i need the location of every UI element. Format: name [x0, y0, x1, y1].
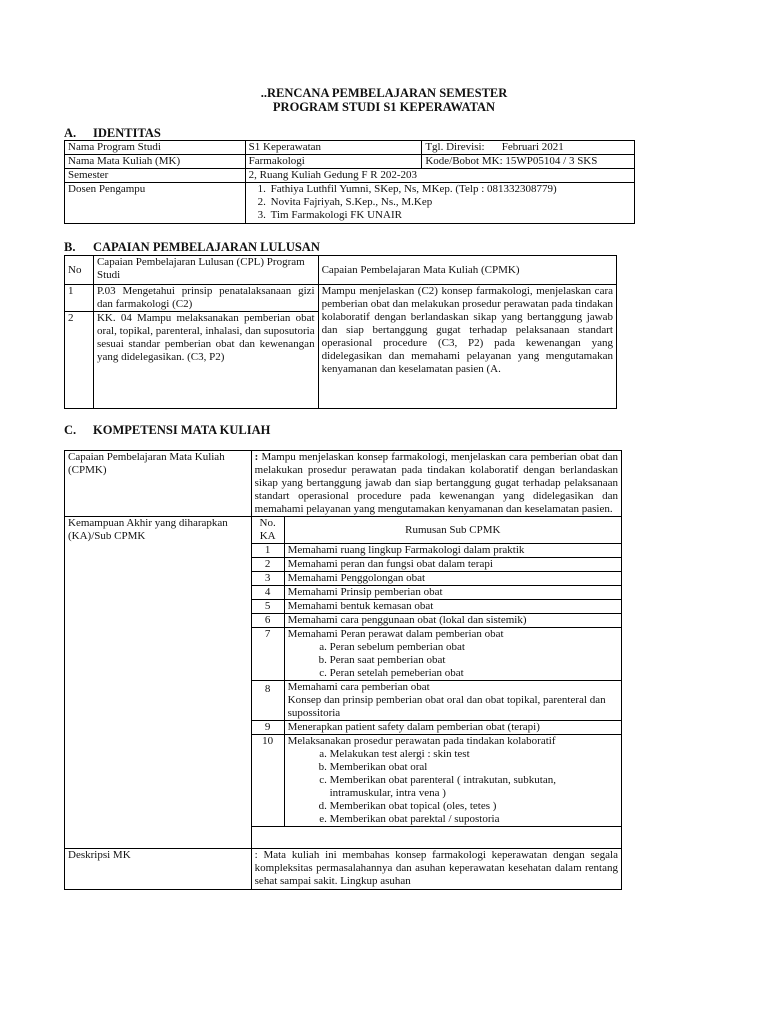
section-c-title: KOMPETENSI MATA KULIAH	[93, 423, 271, 437]
competency-table	[64, 450, 622, 890]
ka-text: Memahami cara pemberian obat	[287, 681, 430, 693]
lecturer-list	[249, 183, 631, 222]
ka-text: Memahami Prinsip pemberian obat	[284, 586, 621, 600]
ka-text-detail: Konsep dan prinsip pemberian obat oral dan obat topikal, parenteral dan supossitoria	[287, 694, 606, 719]
ka-text: Memahami Penggolongan obat	[284, 572, 621, 586]
table-row	[65, 169, 635, 183]
ka-label: Kemampuan Akhir yang diharapkan (KA)/Sub CPMK	[65, 517, 252, 849]
revised-value: Februari 2021	[499, 141, 635, 155]
ka-no: 9	[251, 721, 284, 735]
lecturer-label: Dosen Pengampu	[65, 183, 246, 224]
semester-label: Semester	[65, 169, 246, 183]
no-ka-header: No. KA	[251, 517, 284, 544]
empty-cell	[251, 827, 621, 849]
ka-text: Memahami ruang lingkup Farmakologi dalam praktik	[284, 544, 621, 558]
program-value: S1 Keperawatan	[245, 141, 422, 155]
course-code: Kode/Bobot MK: 15WP05104 / 3 SKS	[422, 155, 635, 169]
table-row	[65, 517, 622, 544]
row-no: 2	[65, 312, 94, 409]
lecturer-item: 2. Novita Fajriyah, S.Kep., Ns., M.Kep	[269, 196, 631, 209]
cpmk-description: Mampu menjelaskan konsep farmakologi, menjelaskan cara pemberian obat dan melakukan prosedur perawatan pada tindakan kolaboratif dengan berlandaskan sikap yang bertanggung jawab dan siap bertanggung gugat terhadap pelaksanaan standart operasional procedure pada kewenangan yang didelegasikan dan memahami pelayanan yang mengutamakan kenyamanan dan keselamatan pasien.	[254, 451, 618, 515]
header-cpmk: Capaian Pembelajaran Mata Kuliah (CPMK)	[318, 256, 616, 285]
header-cpl: Capaian Pembelajaran Lulusan (CPL) Program Studi	[93, 256, 318, 285]
cpmk-label: Capaian Pembelajaran Mata Kuliah (CPMK)	[65, 451, 252, 517]
ka-sub-item: a. Melakukan test alergi : skin test	[330, 748, 618, 761]
ka-sub-item: d. Memberikan obat topical (oles, tetes )	[330, 800, 618, 813]
ka-no: 5	[251, 600, 284, 614]
cpmk-colon: :	[254, 451, 259, 463]
lecturer-item: 1. Fathiya Luthfil Yumni, SKep, Ns, MKep. (Telp : 081332308779)	[269, 183, 631, 196]
header-no: No	[65, 256, 94, 285]
section-b-letter: B.	[64, 240, 76, 254]
ka-text: Menerapkan patient safety dalam pemberian obat (terapi)	[284, 721, 621, 735]
ka-no: 1	[251, 544, 284, 558]
row-cpl: P.03 Mengetahui prinsip penatalaksanaan gizi dan farmakologi (C2)	[93, 285, 318, 312]
ka-sub-item: c. Peran setelah pemeberian obat	[330, 667, 618, 680]
identity-table	[64, 140, 635, 224]
ka-sub-item: c. Memberikan obat parenteral ( intrakutan, subkutan, intramuskular, intra vena )	[330, 774, 618, 800]
cpmk-text: Mampu menjelaskan (C2) konsep farmakologi, menjelaskan cara pemberian obat dan melakukan prosedur perawatan pada tindakan kolaboratif dengan berlandaskan sikap yang bertanggung jawab dan siap bertanggung gugat terhadap pelaksanaan standart operasional procedure (C3, P2) pada kewenangan yang didelegasikan dan memahami pelayanan yang mengutamakan kenyamanan dan keselamatan pasien (A.	[318, 285, 616, 409]
ka-no: 2	[251, 558, 284, 572]
table-row	[65, 141, 635, 155]
ka-no: 7	[251, 628, 284, 681]
document-title: ..RENCANA PEMBELAJARAN SEMESTER	[260, 86, 508, 100]
ka-text: Memahami cara penggunaan obat (lokal dan sistemik)	[284, 614, 621, 628]
ka-text-cell	[284, 681, 621, 721]
lecturer-item: 3. Tim Farmakologi FK UNAIR	[269, 209, 631, 222]
lecturer-list-cell	[245, 183, 634, 224]
ka-text: Memahami peran dan fungsi obat dalam terapi	[284, 558, 621, 572]
section-a-title: IDENTITAS	[93, 126, 161, 140]
ka-text: Melaksanakan prosedur perawatan pada tindakan kolaboratif	[287, 735, 556, 747]
section-c-letter: C.	[64, 423, 77, 437]
table-row	[65, 285, 617, 312]
section-b-title: CAPAIAN PEMBELAJARAN LULUSAN	[93, 240, 320, 254]
ka-sub-item: e. Memberikan obat parektal / supostoria	[330, 813, 618, 826]
ka-sub-item: b. Peran saat pemberian obat	[330, 654, 618, 667]
cpmk-description-cell	[251, 451, 621, 517]
table-row	[65, 256, 617, 285]
ka-sub-item: b. Memberikan obat oral	[330, 761, 618, 774]
revised-label: Tgl. Direvisi:	[422, 141, 499, 155]
document-subtitle: PROGRAM STUDI S1 KEPERAWATAN	[272, 100, 496, 114]
row-no: 1	[65, 285, 94, 312]
course-label: Nama Mata Kuliah (MK)	[65, 155, 246, 169]
program-label: Nama Program Studi	[65, 141, 246, 155]
deskripsi-text: : Mata kuliah ini membahas konsep farmakologi keperawatan dengan segala kompleksitas permasalahannya dan asuhan keperawatan kesehatan dalam rentang sehat sampai sakit. Lingkup asuhan	[251, 849, 621, 890]
table-row	[65, 155, 635, 169]
ka-no: 10	[251, 735, 284, 827]
ka-text: Memahami bentuk kemasan obat	[284, 600, 621, 614]
semester-value: 2, Ruang Kuliah Gedung F R 202-203	[245, 169, 634, 183]
cpl-table	[64, 255, 617, 409]
table-row	[65, 451, 622, 517]
ka-text: Memahami Peran perawat dalam pemberian obat	[287, 628, 504, 640]
ka-no: 4	[251, 586, 284, 600]
ka-sub-list	[288, 748, 618, 826]
deskripsi-label: Deskripsi MK	[65, 849, 252, 890]
ka-sub-list	[288, 641, 618, 680]
section-a-heading	[64, 126, 161, 141]
ka-text-cell	[284, 628, 621, 681]
ka-sub-item: a. Peran sebelum pemberian obat	[330, 641, 618, 654]
section-a-letter: A.	[64, 126, 77, 140]
course-value: Farmakologi	[245, 155, 422, 169]
sub-cpmk-header: Rumusan Sub CPMK	[284, 517, 621, 544]
table-row	[65, 183, 635, 224]
ka-no: 8	[251, 681, 284, 721]
ka-text-cell	[284, 735, 621, 827]
ka-no: 6	[251, 614, 284, 628]
section-b-heading	[64, 240, 320, 255]
row-cpl: KK. 04 Mampu melaksanakan pemberian obat oral, topikal, parenteral, inhalasi, dan suposutoria sesuai standar pemberian obat dan kewenangan yang didelegasikan. (C3, P2)	[93, 312, 318, 409]
table-row	[65, 849, 622, 890]
ka-no: 3	[251, 572, 284, 586]
section-c-heading	[64, 423, 270, 438]
